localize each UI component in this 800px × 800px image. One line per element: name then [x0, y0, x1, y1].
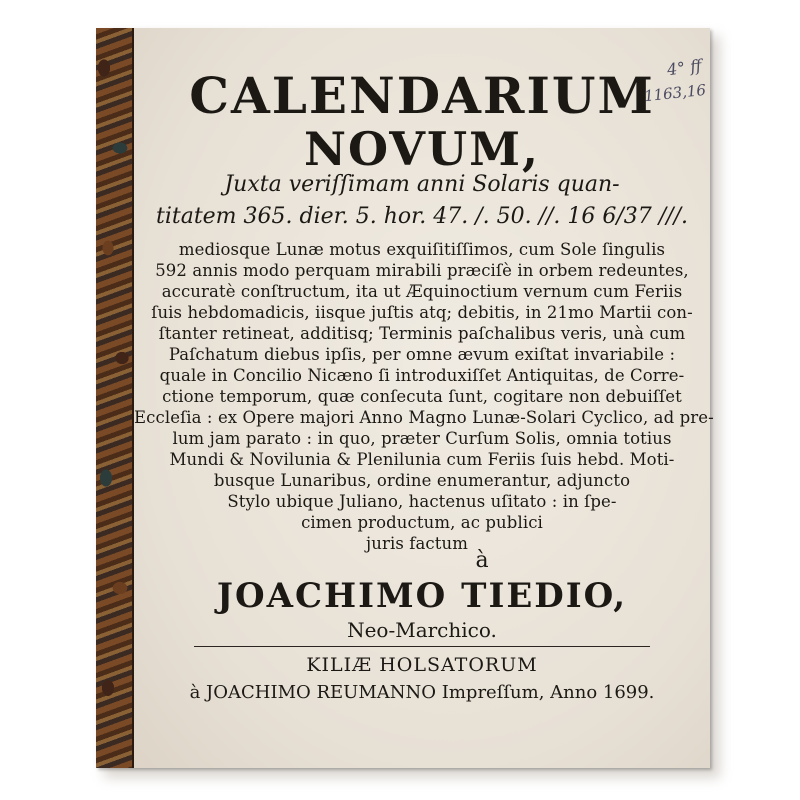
body-line: juris factum: [366, 534, 468, 553]
marbled-spine: [96, 28, 134, 768]
body-line: Mundi & Novilunia & Plenilunia cum Feriis ſuis hebd. Moti-: [169, 450, 675, 469]
subtitle-line-1: Juxta veriſſimam anni Solaris quan-: [224, 172, 620, 197]
pencil-note-1: 4° ff: [666, 55, 704, 80]
body-line: quale in Concilio Nicæno ſi introduxiſſet Antiquitas, de Corre-: [159, 366, 685, 385]
body-line: ſuis hebdomadicis, iisque juſtis atq; debitis, in 21mo Martii con-: [151, 303, 693, 322]
author-origin: Neo-Marchico.: [347, 618, 497, 642]
body-line: ctione temporum, quæ conſecuta ſunt, cogitare non debuiſſet: [162, 387, 682, 406]
body-line: Eccleſia : ex Opere majori Anno Magno Lunæ-Solari Cyclico, ad pre-: [134, 408, 714, 427]
by-word: à: [475, 548, 489, 573]
subtitle-line-2: titatem 365. dier. 5. hor. 47. /. 50. //. 16 6/37 ///.: [155, 204, 689, 229]
book: [96, 28, 714, 768]
body-line: Paſchatum diebus ipſis, per omne ævum exiſtat invariabile :: [168, 345, 676, 364]
author-name: JOACHIMO TIEDIO,: [216, 576, 628, 616]
body-line: lum jam parato : in quo, præter Curſum Solis, omnia totius: [172, 429, 672, 448]
body-line: 592 annis modo perquam mirabili præciſè in orbem redeuntes,: [155, 261, 689, 280]
divider-rule: [194, 646, 650, 647]
body-line: mediosque Lunæ motus exquiſitiſſimos, cum Sole ſingulis: [178, 240, 666, 259]
imprint-printer: à JOACHIMO REUMANNO Impreſſum, Anno 1699.: [189, 682, 655, 703]
body-line: accuratè conſtructum, ita ut Æquinoctium vernum cum Feriis: [161, 282, 683, 301]
body-line: cimen productum, ac publici: [301, 513, 543, 532]
title-line-2: NOVUM,: [303, 122, 541, 176]
body-line: ſtanter retineat, additisq; Terminis paſchalibus veris, unà cum: [158, 324, 686, 343]
body-line: busque Lunaribus, ordine enumerantur, adjuncto: [213, 471, 631, 490]
imprint-place: KILIÆ HOLSATORUM: [306, 654, 538, 676]
body-line: Stylo ubique Juliano, hactenus uſitato : in ſpe-: [227, 492, 617, 511]
pencil-note-2: 1163,16: [643, 80, 707, 106]
title-page: [134, 28, 714, 768]
title-line-1: CALENDARIUM: [189, 66, 655, 125]
